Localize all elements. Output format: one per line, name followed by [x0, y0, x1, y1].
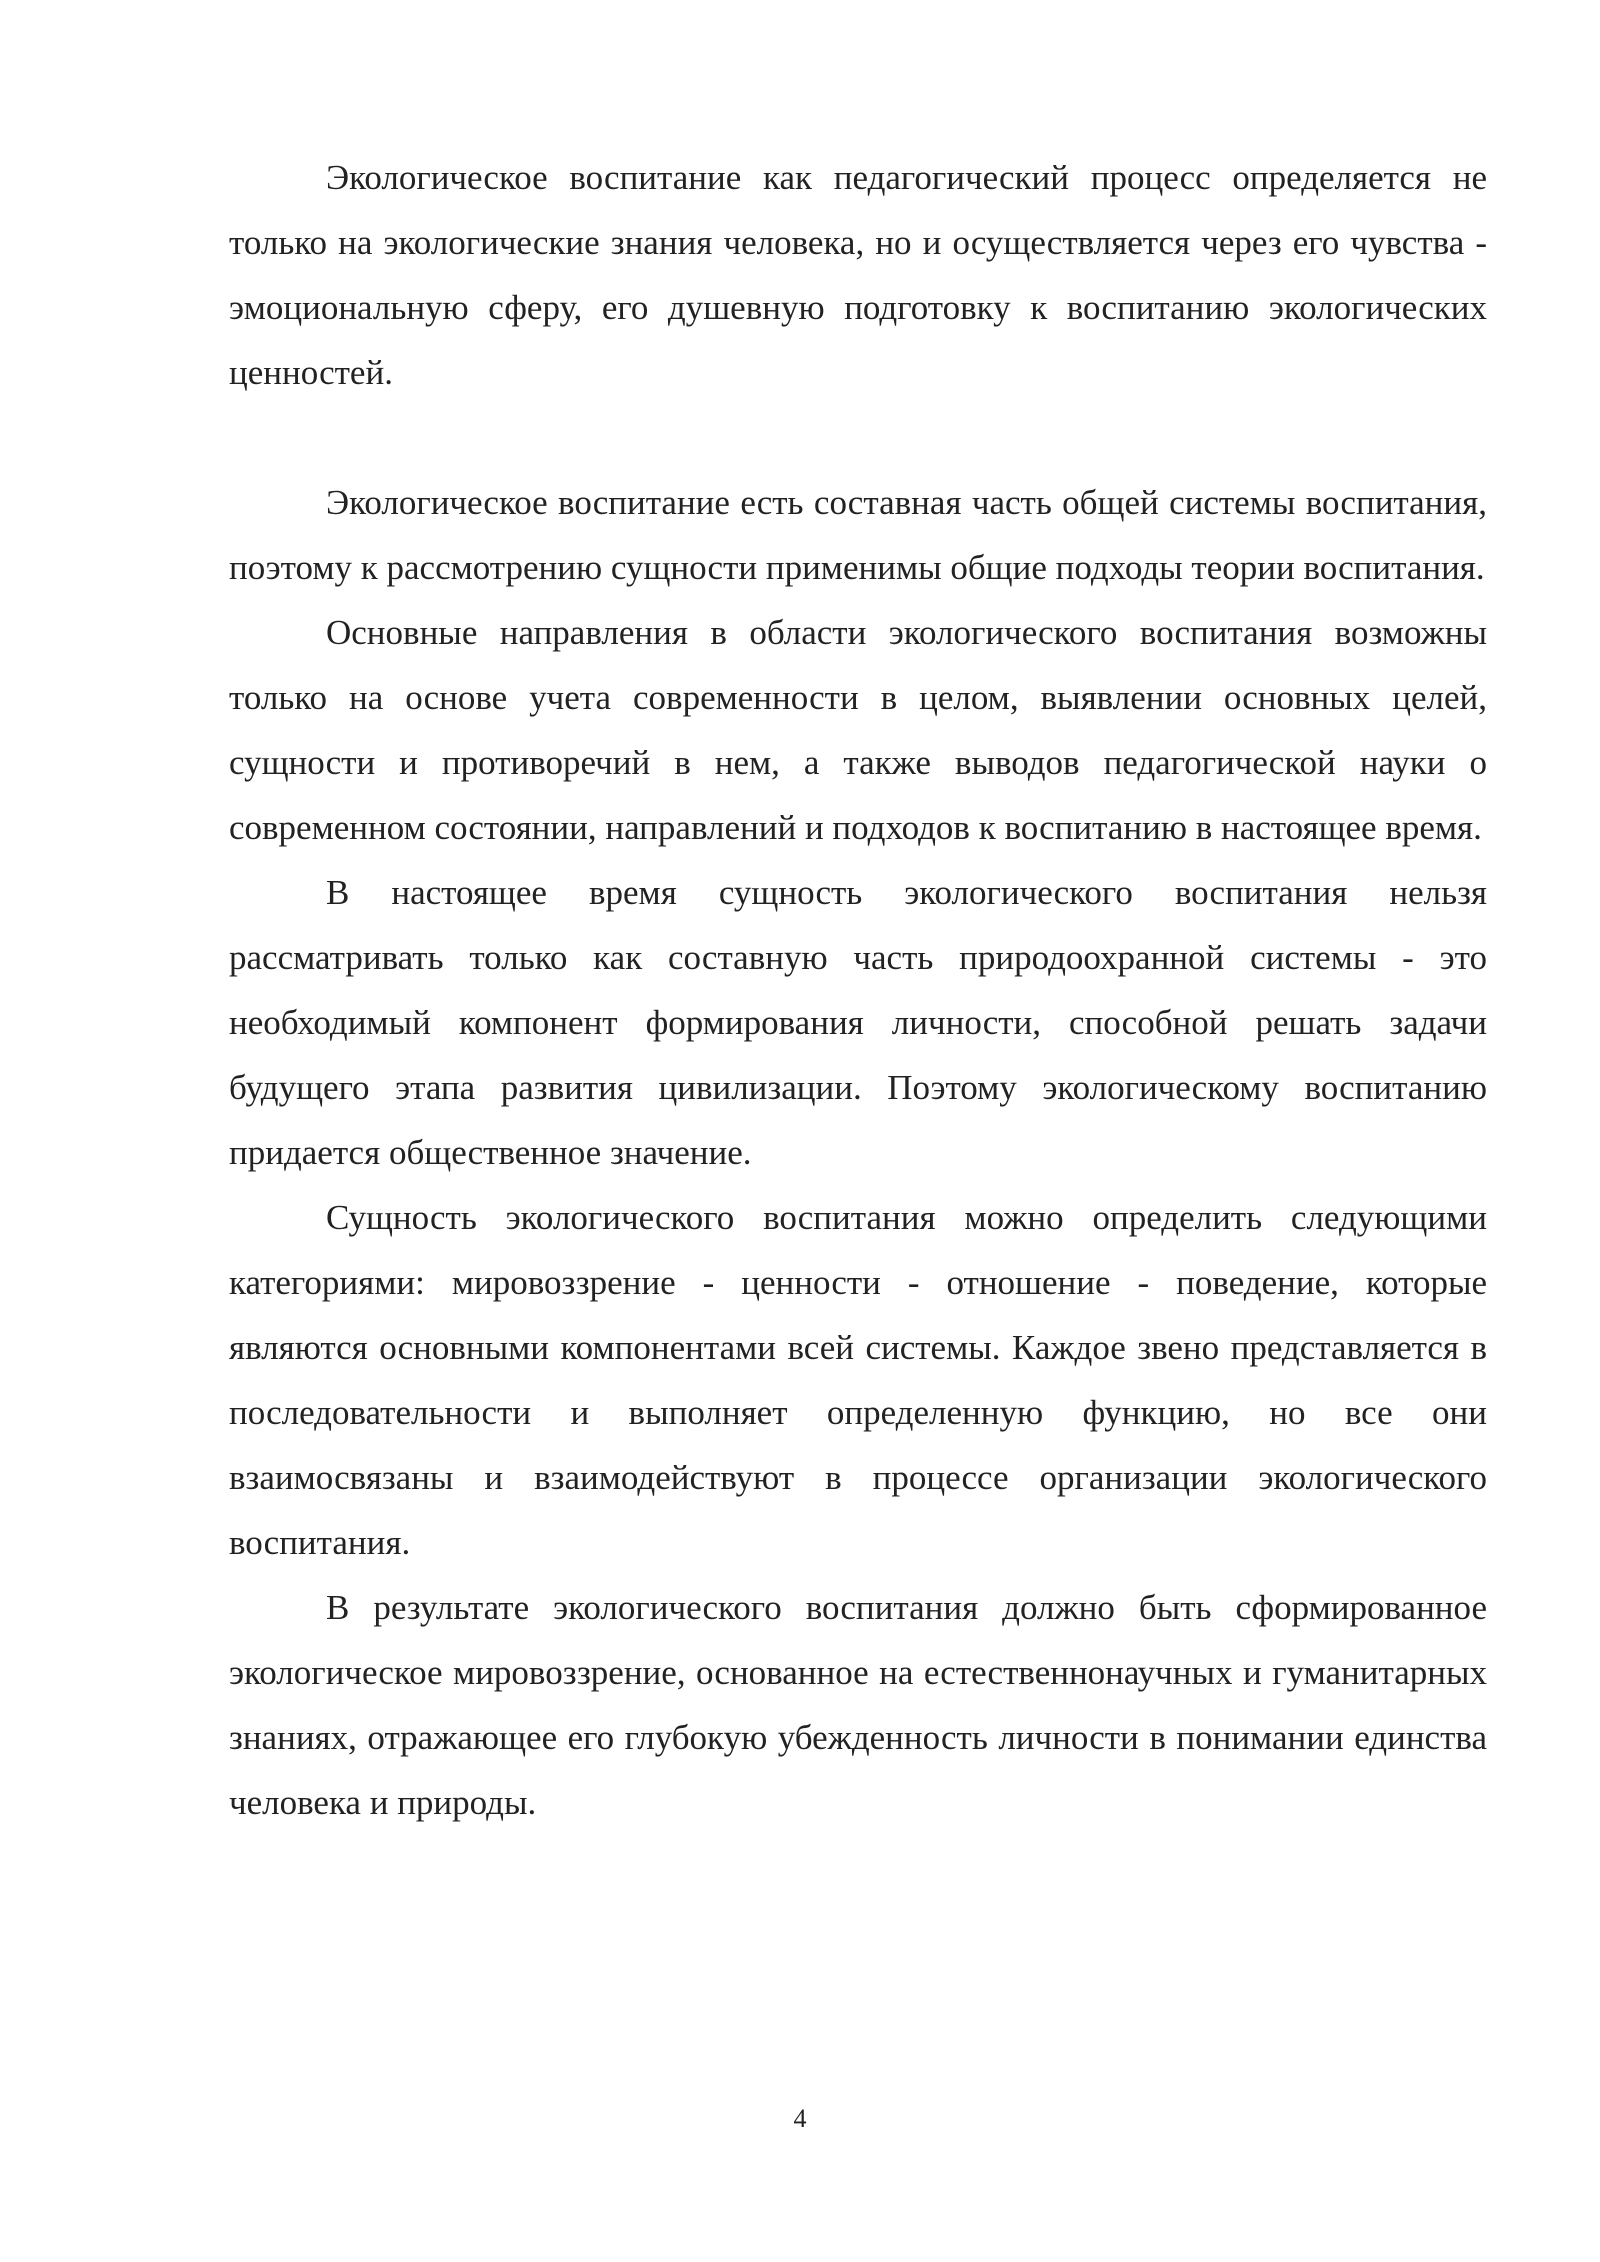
paragraph-6: В результате экологического воспитания должно быть сформированное экологическое мировоззрение, основанное на естественнонаучных и гуманитарных знаниях, отражающее его глубокую убежденность личности в понимании единства человека и природы.	[229, 1588, 1487, 1822]
body-text	[229, 145, 1487, 1835]
page-number: 4	[793, 2104, 807, 2133]
paragraph-4: В настоящее время сущность экологического воспитания нельзя рассматривать только как составную часть природоохранной системы - это необходимый компонент формирования личности, способной решать задачи будущего этапа развития цивилизации. Поэтому экологическому воспитанию придается общественное значение.	[229, 873, 1487, 1172]
paragraph-5: Сущность экологического воспитания можно определить следующими категориями: мировоззрение - ценности - отношение - поведение, которые являются основными компонентами всей системы. Каждое звено представляется в последовательности и выполняет определенную функцию, но все они взаимосвязаны и взаимодействуют в процессе организации экологического воспитания.	[229, 1198, 1487, 1562]
paragraph-1: Экологическое воспитание как педагогический процесс определяется не только на экологические знания человека, но и осуществляется через его чувства - эмоциональную сферу, его душевную подготовку к воспитанию экологических ценностей.	[229, 158, 1487, 392]
paragraph-2: Экологическое воспитание есть составная часть общей системы воспитания, поэтому к рассмотрению сущности применимы общие подходы теории воспитания.	[229, 483, 1487, 587]
paragraph-3: Основные направления в области экологического воспитания возможны только на основе учета современности в целом, выявлении основных целей, сущности и противоречий в нем, а также выводов педагогической науки о современном состоянии, направлений и подходов к воспитанию в настоящее время.	[229, 613, 1487, 847]
